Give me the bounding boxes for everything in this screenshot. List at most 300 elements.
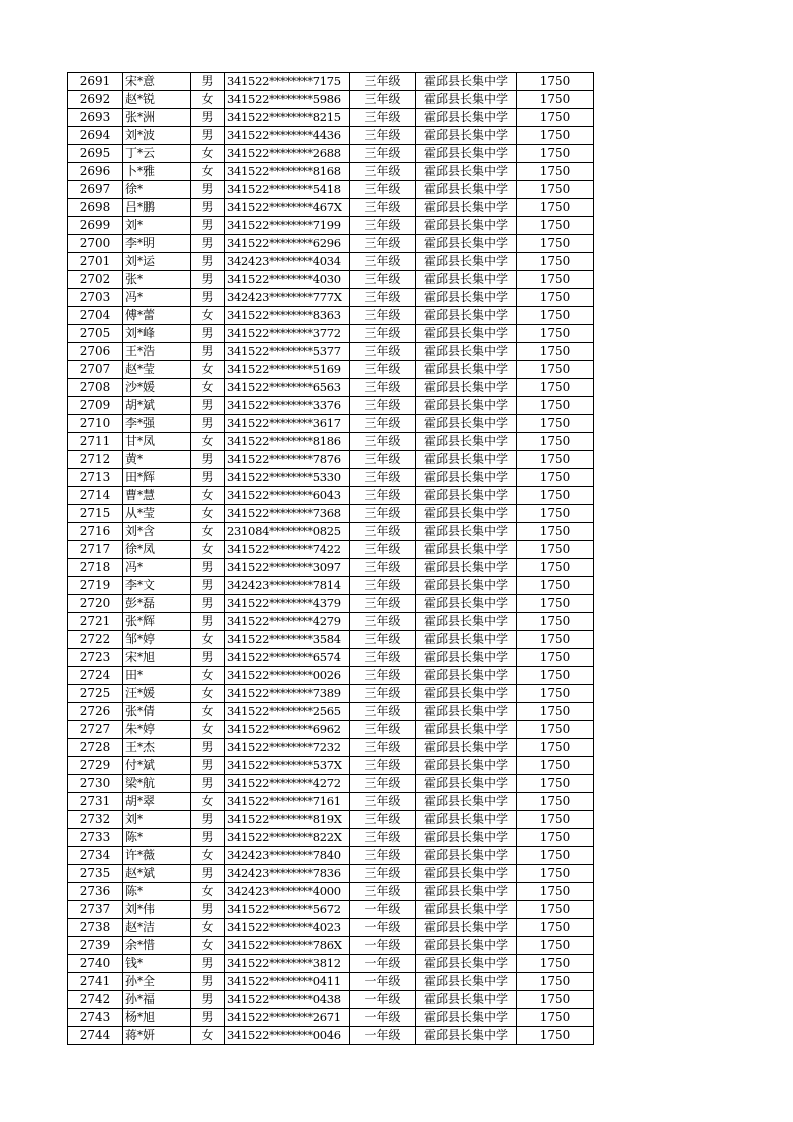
table-row (68, 1027, 594, 1045)
cell-school: 霍邱县长集中学 (416, 469, 517, 487)
cell-school: 霍邱县长集中学 (416, 865, 517, 883)
cell-school: 霍邱县长集中学 (416, 613, 517, 631)
cell-id-number: 342423********7836 (225, 865, 350, 883)
cell-gender: 男 (191, 865, 225, 883)
cell-id-number: 341522********786X (225, 937, 350, 955)
cell-student-name: 李*明 (123, 235, 191, 253)
cell-gender: 男 (191, 343, 225, 361)
cell-amount: 1750 (517, 757, 594, 775)
cell-student-name: 刘* (123, 217, 191, 235)
cell-grade: 三年级 (350, 109, 416, 127)
cell-serial-number: 2742 (68, 991, 123, 1009)
cell-id-number: 341522********7422 (225, 541, 350, 559)
cell-grade: 三年级 (350, 199, 416, 217)
cell-student-name: 刘*波 (123, 127, 191, 145)
cell-id-number: 341522********822X (225, 829, 350, 847)
cell-school: 霍邱县长集中学 (416, 145, 517, 163)
cell-gender: 男 (191, 775, 225, 793)
cell-id-number: 341522********467X (225, 199, 350, 217)
cell-grade: 三年级 (350, 307, 416, 325)
table-row (68, 199, 594, 217)
cell-amount: 1750 (517, 667, 594, 685)
cell-id-number: 341522********3584 (225, 631, 350, 649)
cell-student-name: 王*浩 (123, 343, 191, 361)
cell-amount: 1750 (517, 631, 594, 649)
cell-school: 霍邱县长集中学 (416, 307, 517, 325)
cell-student-name: 杨*旭 (123, 1009, 191, 1027)
cell-serial-number: 2727 (68, 721, 123, 739)
cell-amount: 1750 (517, 595, 594, 613)
cell-school: 霍邱县长集中学 (416, 793, 517, 811)
table-row (68, 487, 594, 505)
cell-amount: 1750 (517, 937, 594, 955)
cell-serial-number: 2724 (68, 667, 123, 685)
cell-school: 霍邱县长集中学 (416, 991, 517, 1009)
cell-serial-number: 2706 (68, 343, 123, 361)
cell-student-name: 余*惜 (123, 937, 191, 955)
cell-gender: 女 (191, 487, 225, 505)
cell-id-number: 341522********7232 (225, 739, 350, 757)
cell-grade: 一年级 (350, 955, 416, 973)
cell-serial-number: 2691 (68, 73, 123, 91)
cell-school: 霍邱县长集中学 (416, 721, 517, 739)
cell-grade: 三年级 (350, 865, 416, 883)
table-row (68, 379, 594, 397)
cell-serial-number: 2738 (68, 919, 123, 937)
cell-student-name: 田* (123, 667, 191, 685)
cell-amount: 1750 (517, 991, 594, 1009)
cell-amount: 1750 (517, 361, 594, 379)
cell-student-name: 陈* (123, 883, 191, 901)
cell-grade: 三年级 (350, 577, 416, 595)
cell-grade: 一年级 (350, 1027, 416, 1045)
cell-id-number: 341522********7389 (225, 685, 350, 703)
cell-serial-number: 2722 (68, 631, 123, 649)
table-row (68, 181, 594, 199)
cell-amount: 1750 (517, 775, 594, 793)
cell-student-name: 赵*莹 (123, 361, 191, 379)
table-row (68, 307, 594, 325)
cell-gender: 男 (191, 325, 225, 343)
cell-student-name: 孙*全 (123, 973, 191, 991)
cell-school: 霍邱县长集中学 (416, 919, 517, 937)
cell-id-number: 341522********537X (225, 757, 350, 775)
table-row (68, 631, 594, 649)
cell-gender: 女 (191, 685, 225, 703)
cell-gender: 女 (191, 505, 225, 523)
table-row (68, 505, 594, 523)
cell-grade: 三年级 (350, 145, 416, 163)
cell-id-number: 341522********6043 (225, 487, 350, 505)
cell-gender: 男 (191, 757, 225, 775)
cell-grade: 三年级 (350, 343, 416, 361)
cell-school: 霍邱县长集中学 (416, 667, 517, 685)
cell-serial-number: 2717 (68, 541, 123, 559)
cell-amount: 1750 (517, 541, 594, 559)
cell-student-name: 宋*旭 (123, 649, 191, 667)
cell-grade: 一年级 (350, 991, 416, 1009)
cell-student-name: 刘*含 (123, 523, 191, 541)
cell-serial-number: 2741 (68, 973, 123, 991)
cell-gender: 男 (191, 127, 225, 145)
cell-gender: 男 (191, 1009, 225, 1027)
cell-student-name: 冯* (123, 559, 191, 577)
cell-serial-number: 2698 (68, 199, 123, 217)
cell-gender: 女 (191, 91, 225, 109)
cell-id-number: 341522********8215 (225, 109, 350, 127)
cell-amount: 1750 (517, 343, 594, 361)
cell-school: 霍邱县长集中学 (416, 901, 517, 919)
table-row (68, 703, 594, 721)
cell-serial-number: 2709 (68, 397, 123, 415)
cell-student-name: 张*辉 (123, 613, 191, 631)
cell-school: 霍邱县长集中学 (416, 937, 517, 955)
cell-amount: 1750 (517, 163, 594, 181)
cell-grade: 三年级 (350, 703, 416, 721)
cell-amount: 1750 (517, 379, 594, 397)
cell-serial-number: 2700 (68, 235, 123, 253)
table-row (68, 955, 594, 973)
cell-gender: 女 (191, 307, 225, 325)
table-row (68, 685, 594, 703)
cell-gender: 女 (191, 163, 225, 181)
cell-amount: 1750 (517, 307, 594, 325)
cell-grade: 三年级 (350, 631, 416, 649)
cell-school: 霍邱县长集中学 (416, 361, 517, 379)
cell-student-name: 宋*意 (123, 73, 191, 91)
cell-gender: 男 (191, 271, 225, 289)
cell-amount: 1750 (517, 325, 594, 343)
cell-grade: 三年级 (350, 541, 416, 559)
cell-gender: 男 (191, 901, 225, 919)
cell-student-name: 蒋*妍 (123, 1027, 191, 1045)
cell-grade: 三年级 (350, 487, 416, 505)
cell-grade: 三年级 (350, 235, 416, 253)
cell-serial-number: 2726 (68, 703, 123, 721)
cell-student-name: 邹*婷 (123, 631, 191, 649)
cell-serial-number: 2731 (68, 793, 123, 811)
cell-id-number: 342423********4034 (225, 253, 350, 271)
cell-id-number: 342423********777X (225, 289, 350, 307)
cell-grade: 一年级 (350, 901, 416, 919)
cell-gender: 男 (191, 739, 225, 757)
table-row (68, 541, 594, 559)
cell-id-number: 341522********3097 (225, 559, 350, 577)
cell-school: 霍邱县长集中学 (416, 253, 517, 271)
cell-amount: 1750 (517, 829, 594, 847)
cell-gender: 男 (191, 253, 225, 271)
table-row (68, 415, 594, 433)
cell-id-number: 341522********6962 (225, 721, 350, 739)
cell-student-name: 赵*洁 (123, 919, 191, 937)
cell-gender: 女 (191, 523, 225, 541)
table-row (68, 973, 594, 991)
cell-serial-number: 2705 (68, 325, 123, 343)
cell-serial-number: 2704 (68, 307, 123, 325)
cell-school: 霍邱县长集中学 (416, 757, 517, 775)
cell-amount: 1750 (517, 649, 594, 667)
cell-serial-number: 2695 (68, 145, 123, 163)
table-row (68, 109, 594, 127)
cell-amount: 1750 (517, 127, 594, 145)
cell-amount: 1750 (517, 397, 594, 415)
cell-gender: 男 (191, 829, 225, 847)
cell-id-number: 341522********8363 (225, 307, 350, 325)
cell-amount: 1750 (517, 271, 594, 289)
cell-student-name: 彭*磊 (123, 595, 191, 613)
cell-school: 霍邱县长集中学 (416, 325, 517, 343)
cell-student-name: 赵*锐 (123, 91, 191, 109)
cell-id-number: 341522********2688 (225, 145, 350, 163)
table-row (68, 271, 594, 289)
cell-grade: 三年级 (350, 505, 416, 523)
cell-school: 霍邱县长集中学 (416, 739, 517, 757)
cell-amount: 1750 (517, 199, 594, 217)
table-row (68, 757, 594, 775)
cell-serial-number: 2728 (68, 739, 123, 757)
cell-amount: 1750 (517, 901, 594, 919)
cell-id-number: 341522********5672 (225, 901, 350, 919)
cell-gender: 男 (191, 397, 225, 415)
table-row (68, 253, 594, 271)
table-row (68, 901, 594, 919)
cell-amount: 1750 (517, 577, 594, 595)
cell-serial-number: 2693 (68, 109, 123, 127)
cell-serial-number: 2708 (68, 379, 123, 397)
cell-gender: 男 (191, 415, 225, 433)
cell-student-name: 汪*媛 (123, 685, 191, 703)
cell-grade: 三年级 (350, 595, 416, 613)
cell-school: 霍邱县长集中学 (416, 883, 517, 901)
cell-grade: 三年级 (350, 415, 416, 433)
cell-student-name: 曹*慧 (123, 487, 191, 505)
cell-grade: 三年级 (350, 289, 416, 307)
cell-amount: 1750 (517, 415, 594, 433)
cell-serial-number: 2715 (68, 505, 123, 523)
cell-school: 霍邱县长集中学 (416, 127, 517, 145)
cell-grade: 三年级 (350, 271, 416, 289)
cell-gender: 男 (191, 73, 225, 91)
cell-student-name: 陈* (123, 829, 191, 847)
cell-grade: 三年级 (350, 559, 416, 577)
cell-school: 霍邱县长集中学 (416, 397, 517, 415)
cell-student-name: 张*洲 (123, 109, 191, 127)
table-row (68, 883, 594, 901)
cell-id-number: 341522********4272 (225, 775, 350, 793)
cell-school: 霍邱县长集中学 (416, 595, 517, 613)
cell-grade: 三年级 (350, 883, 416, 901)
cell-amount: 1750 (517, 469, 594, 487)
table-row (68, 667, 594, 685)
cell-school: 霍邱县长集中学 (416, 451, 517, 469)
cell-student-name: 田*辉 (123, 469, 191, 487)
cell-school: 霍邱县长集中学 (416, 271, 517, 289)
cell-grade: 三年级 (350, 451, 416, 469)
cell-id-number: 341522********3772 (225, 325, 350, 343)
cell-student-name: 胡*翠 (123, 793, 191, 811)
table-row (68, 73, 594, 91)
table-row (68, 829, 594, 847)
cell-school: 霍邱县长集中学 (416, 433, 517, 451)
cell-student-name: 刘*运 (123, 253, 191, 271)
table-row (68, 397, 594, 415)
cell-gender: 女 (191, 145, 225, 163)
cell-amount: 1750 (517, 685, 594, 703)
cell-school: 霍邱县长集中学 (416, 379, 517, 397)
cell-id-number: 341522********7876 (225, 451, 350, 469)
cell-grade: 三年级 (350, 613, 416, 631)
cell-serial-number: 2720 (68, 595, 123, 613)
cell-grade: 三年级 (350, 775, 416, 793)
cell-serial-number: 2692 (68, 91, 123, 109)
cell-id-number: 341522********6574 (225, 649, 350, 667)
cell-id-number: 341522********5986 (225, 91, 350, 109)
cell-gender: 女 (191, 541, 225, 559)
table-row (68, 523, 594, 541)
cell-id-number: 341522********0026 (225, 667, 350, 685)
cell-student-name: 张*倩 (123, 703, 191, 721)
cell-school: 霍邱县长集中学 (416, 235, 517, 253)
cell-gender: 女 (191, 793, 225, 811)
table-row (68, 739, 594, 757)
cell-id-number: 342423********7814 (225, 577, 350, 595)
cell-grade: 一年级 (350, 1009, 416, 1027)
cell-amount: 1750 (517, 73, 594, 91)
cell-id-number: 341522********8168 (225, 163, 350, 181)
cell-amount: 1750 (517, 865, 594, 883)
cell-amount: 1750 (517, 919, 594, 937)
cell-amount: 1750 (517, 91, 594, 109)
table-row (68, 145, 594, 163)
cell-gender: 男 (191, 217, 225, 235)
cell-student-name: 李*文 (123, 577, 191, 595)
cell-serial-number: 2712 (68, 451, 123, 469)
cell-serial-number: 2723 (68, 649, 123, 667)
cell-student-name: 钱* (123, 955, 191, 973)
cell-amount: 1750 (517, 721, 594, 739)
cell-student-name: 从*莹 (123, 505, 191, 523)
cell-serial-number: 2696 (68, 163, 123, 181)
cell-school: 霍邱县长集中学 (416, 91, 517, 109)
cell-gender: 女 (191, 1027, 225, 1045)
cell-id-number: 341522********2565 (225, 703, 350, 721)
cell-id-number: 341522********4023 (225, 919, 350, 937)
cell-gender: 男 (191, 469, 225, 487)
cell-amount: 1750 (517, 235, 594, 253)
table-row (68, 289, 594, 307)
cell-amount: 1750 (517, 109, 594, 127)
cell-gender: 男 (191, 577, 225, 595)
cell-amount: 1750 (517, 433, 594, 451)
cell-gender: 男 (191, 451, 225, 469)
cell-gender: 男 (191, 109, 225, 127)
cell-student-name: 刘*伟 (123, 901, 191, 919)
cell-serial-number: 2733 (68, 829, 123, 847)
cell-amount: 1750 (517, 145, 594, 163)
cell-student-name: 胡*斌 (123, 397, 191, 415)
table-row (68, 433, 594, 451)
cell-grade: 三年级 (350, 721, 416, 739)
cell-school: 霍邱县长集中学 (416, 631, 517, 649)
cell-grade: 三年级 (350, 829, 416, 847)
cell-amount: 1750 (517, 487, 594, 505)
table-row (68, 649, 594, 667)
cell-school: 霍邱县长集中学 (416, 163, 517, 181)
cell-gender: 男 (191, 991, 225, 1009)
cell-gender: 男 (191, 649, 225, 667)
cell-id-number: 342423********4000 (225, 883, 350, 901)
cell-grade: 一年级 (350, 919, 416, 937)
table-row (68, 91, 594, 109)
cell-amount: 1750 (517, 847, 594, 865)
cell-gender: 男 (191, 199, 225, 217)
cell-serial-number: 2739 (68, 937, 123, 955)
cell-id-number: 341522********7175 (225, 73, 350, 91)
cell-serial-number: 2730 (68, 775, 123, 793)
cell-serial-number: 2707 (68, 361, 123, 379)
cell-id-number: 341522********7199 (225, 217, 350, 235)
cell-grade: 三年级 (350, 685, 416, 703)
cell-amount: 1750 (517, 973, 594, 991)
cell-id-number: 341522********5330 (225, 469, 350, 487)
cell-gender: 女 (191, 667, 225, 685)
cell-id-number: 341522********7161 (225, 793, 350, 811)
table-row (68, 865, 594, 883)
cell-serial-number: 2719 (68, 577, 123, 595)
cell-school: 霍邱县长集中学 (416, 217, 517, 235)
cell-school: 霍邱县长集中学 (416, 775, 517, 793)
cell-student-name: 朱*婷 (123, 721, 191, 739)
cell-id-number: 341522********5418 (225, 181, 350, 199)
cell-gender: 女 (191, 937, 225, 955)
cell-student-name: 傅*蕾 (123, 307, 191, 325)
table-row (68, 613, 594, 631)
cell-student-name: 李*强 (123, 415, 191, 433)
cell-gender: 男 (191, 559, 225, 577)
cell-grade: 三年级 (350, 469, 416, 487)
cell-student-name: 甘*凤 (123, 433, 191, 451)
table-row (68, 343, 594, 361)
student-subsidy-table (67, 72, 594, 1045)
cell-gender: 女 (191, 433, 225, 451)
cell-serial-number: 2713 (68, 469, 123, 487)
cell-grade: 一年级 (350, 937, 416, 955)
table-row (68, 361, 594, 379)
table-row (68, 163, 594, 181)
cell-amount: 1750 (517, 523, 594, 541)
table-row (68, 1009, 594, 1027)
table-row (68, 451, 594, 469)
cell-serial-number: 2744 (68, 1027, 123, 1045)
cell-amount: 1750 (517, 883, 594, 901)
cell-id-number: 341522********0438 (225, 991, 350, 1009)
cell-amount: 1750 (517, 505, 594, 523)
table-row (68, 127, 594, 145)
cell-student-name: 吕*鹏 (123, 199, 191, 217)
cell-student-name: 梁*航 (123, 775, 191, 793)
cell-grade: 一年级 (350, 973, 416, 991)
cell-school: 霍邱县长集中学 (416, 199, 517, 217)
table-row (68, 559, 594, 577)
table-row (68, 721, 594, 739)
cell-serial-number: 2703 (68, 289, 123, 307)
cell-gender: 男 (191, 955, 225, 973)
cell-id-number: 342423********7840 (225, 847, 350, 865)
cell-serial-number: 2732 (68, 811, 123, 829)
cell-student-name: 丁*云 (123, 145, 191, 163)
cell-serial-number: 2737 (68, 901, 123, 919)
cell-student-name: 冯* (123, 289, 191, 307)
